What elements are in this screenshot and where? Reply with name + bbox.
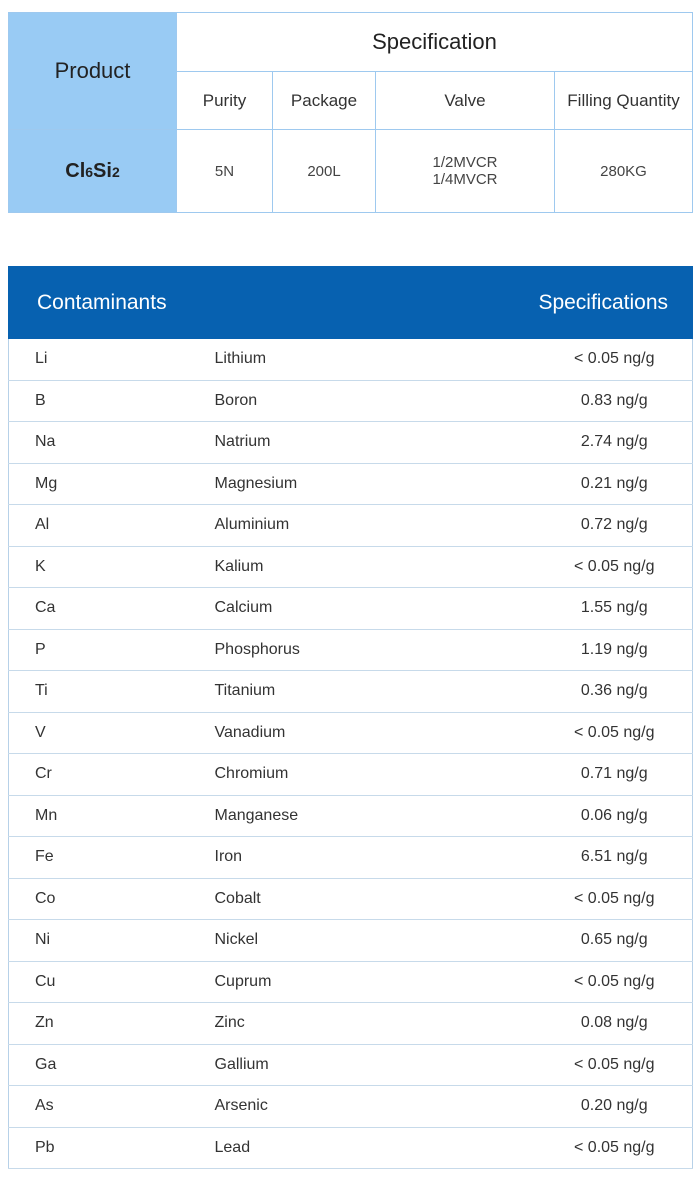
product-header: Product [9, 13, 177, 130]
element-name: Magnesium [205, 463, 475, 505]
element-symbol: Pb [9, 1127, 205, 1169]
element-name: Titanium [205, 671, 475, 713]
element-name: Vanadium [205, 712, 475, 754]
element-name: Gallium [205, 1044, 475, 1086]
table-row [9, 588, 693, 630]
table-row [9, 795, 693, 837]
element-symbol: Mn [9, 795, 205, 837]
spec-value: 6.51 ng/g [475, 837, 693, 879]
spec-value: 0.20 ng/g [475, 1086, 693, 1128]
specification-header: Specification [177, 13, 693, 72]
formula-subscript-6: 6 [85, 163, 94, 180]
spec-value: 0.21 ng/g [475, 463, 693, 505]
element-name: Phosphorus [205, 629, 475, 671]
product-formula [9, 130, 177, 213]
column-header-valve: Valve [376, 72, 555, 130]
table-row [9, 1086, 693, 1128]
element-symbol: Ni [9, 920, 205, 962]
element-symbol: Cr [9, 754, 205, 796]
valve-line-1: 1/2MVCR [432, 154, 498, 171]
element-symbol: K [9, 546, 205, 588]
table-row [9, 920, 693, 962]
spec-value: < 0.05 ng/g [475, 712, 693, 754]
element-name: Iron [205, 837, 475, 879]
formula-subscript-2: 2 [111, 163, 120, 180]
element-symbol: Co [9, 878, 205, 920]
spec-value: 1.19 ng/g [475, 629, 693, 671]
element-symbol: Mg [9, 463, 205, 505]
spec-value: 0.08 ng/g [475, 1003, 693, 1045]
element-name: Calcium [205, 588, 475, 630]
contaminants-header: Contaminants [9, 267, 475, 339]
table-row [9, 422, 693, 464]
spec-value: 0.65 ng/g [475, 920, 693, 962]
spec-value: < 0.05 ng/g [475, 546, 693, 588]
spec-value: < 0.05 ng/g [475, 1044, 693, 1086]
table-row [9, 380, 693, 422]
table-row [9, 712, 693, 754]
element-name: Natrium [205, 422, 475, 464]
element-symbol: Ga [9, 1044, 205, 1086]
formula-element-si: Si [93, 159, 112, 182]
element-name: Kalium [205, 546, 475, 588]
spec-value: 0.83 ng/g [475, 380, 693, 422]
formula-element-cl: Cl [65, 159, 86, 182]
table-row [9, 754, 693, 796]
element-symbol: As [9, 1086, 205, 1128]
purity-value: 5N [177, 130, 273, 213]
spec-value: 0.72 ng/g [475, 505, 693, 547]
valve-line-2: 1/4MVCR [432, 171, 498, 188]
column-header-purity: Purity [177, 72, 273, 130]
specifications-header: Specifications [475, 267, 693, 339]
spec-value: 2.74 ng/g [475, 422, 693, 464]
table-row [9, 463, 693, 505]
spec-value: 0.71 ng/g [475, 754, 693, 796]
element-symbol: Ca [9, 588, 205, 630]
table-row [9, 505, 693, 547]
element-name: Arsenic [205, 1086, 475, 1128]
spec-value: 0.36 ng/g [475, 671, 693, 713]
table-row [9, 671, 693, 713]
element-symbol: Zn [9, 1003, 205, 1045]
spec-value: < 0.05 ng/g [475, 339, 693, 381]
product-spec-table [8, 12, 693, 213]
element-name: Cuprum [205, 961, 475, 1003]
column-header-filling-quantity: Filling Quantity [555, 72, 693, 130]
element-symbol: Ti [9, 671, 205, 713]
contaminants-body [9, 339, 693, 1169]
table-row [9, 961, 693, 1003]
contaminants-table [8, 266, 693, 1169]
table-row [9, 1127, 693, 1169]
element-name: Zinc [205, 1003, 475, 1045]
element-symbol: Cu [9, 961, 205, 1003]
spec-value: < 0.05 ng/g [475, 961, 693, 1003]
valve-value [376, 130, 555, 213]
filling-quantity-value: 280KG [555, 130, 693, 213]
element-name: Chromium [205, 754, 475, 796]
element-symbol: B [9, 380, 205, 422]
table-row [9, 629, 693, 671]
table-row [9, 1003, 693, 1045]
element-name: Lead [205, 1127, 475, 1169]
package-value: 200L [273, 130, 376, 213]
spec-value: < 0.05 ng/g [475, 878, 693, 920]
element-name: Lithium [205, 339, 475, 381]
element-name: Boron [205, 380, 475, 422]
table-row [9, 1044, 693, 1086]
element-name: Nickel [205, 920, 475, 962]
spec-value: < 0.05 ng/g [475, 1127, 693, 1169]
column-header-package: Package [273, 72, 376, 130]
element-name: Manganese [205, 795, 475, 837]
contaminants-header-row [9, 267, 693, 339]
table-row [9, 546, 693, 588]
element-name: Cobalt [205, 878, 475, 920]
table-row [9, 837, 693, 879]
element-symbol: Na [9, 422, 205, 464]
spec-value: 0.06 ng/g [475, 795, 693, 837]
element-symbol: Al [9, 505, 205, 547]
element-name: Aluminium [205, 505, 475, 547]
element-symbol: P [9, 629, 205, 671]
element-symbol: Fe [9, 837, 205, 879]
element-symbol: Li [9, 339, 205, 381]
table-row [9, 339, 693, 381]
spec-value: 1.55 ng/g [475, 588, 693, 630]
element-symbol: V [9, 712, 205, 754]
table-row [9, 878, 693, 920]
